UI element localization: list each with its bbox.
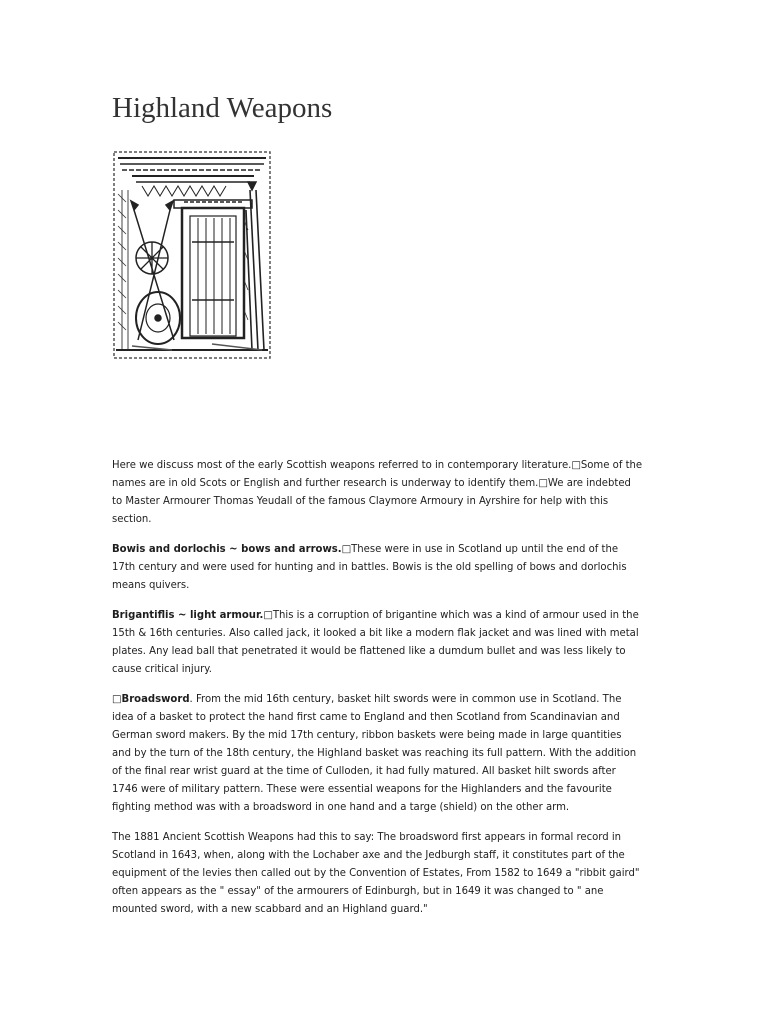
page-title: Highland Weapons	[112, 92, 333, 124]
entry-paragraph	[112, 690, 644, 816]
entry-text: . From the mid 16th century, basket hilt swords were in common use in Scotland. The idea of a basket to protect the hand first came to England and then Scotland from Scandinavian and German sword makers. By the mid 17th century, ribbon baskets were being made in large quantities and by the turn of the 18th century, the Highland basket was reaching its full pattern. With the addition of the final rear wrist guard at the time of Culloden, it had fully matured. All basket hilt swords after 1746 were of military pattern. These were essential weapons for the Highlanders and the favourite fighting method was with a broadsword in one hand and a targe (shield) on the other arm.	[112, 693, 637, 813]
entry-term: Bowis and dorlochis ~ bows and arrows.	[112, 543, 342, 555]
entry-paragraph	[112, 540, 644, 594]
closing-paragraph: The 1881 Ancient Scottish Weapons had this to say: The broadsword first appears in formal record in Scotland in 1643, when, along with the Lochaber axe and the Jedburgh staff, it constitutes part of the equipment of the levies then called out by the Convention of Estates, From 1582 to 1649 a "ribbit gaird" often appears as the " essay" of the armourers of Edinburgh, but in 1649 it was changed to " ane mounted sword, with a new scabbard and an Highland guard."	[112, 831, 640, 915]
entry-prefix: □	[112, 693, 122, 705]
entry-text: □This is a corruption of brigantine which was a kind of armour used in the 15th & 16th centuries. Also called jack, it looked a bit like a modern flak jacket and was lined with metal plates. Any lead ball that penetrated it would be flattened like a dumdum bullet and was less likely to cause critical injury.	[112, 609, 639, 675]
entry-term: Brigantiflis ~ light armour.	[112, 609, 264, 621]
weapons-doorway-illustration	[112, 150, 272, 360]
article-body	[112, 456, 644, 930]
entry-text: □These were in use in Scotland up until the end of the 17th century and were used for hunting and in battles. Bowis is the old spelling of bows and dorlochis means quivers.	[112, 543, 627, 591]
intro-paragraph: Here we discuss most of the early Scottish weapons referred to in contemporary literature.□Some of the names are in old Scots or English and further research is underway to identify them.□We are indebted to Master Armourer Thomas Yeudall of the famous Claymore Armoury in Ayrshire for help with this section.	[112, 459, 643, 525]
entry-paragraph	[112, 606, 644, 678]
entry-term: Broadsword	[121, 693, 190, 705]
